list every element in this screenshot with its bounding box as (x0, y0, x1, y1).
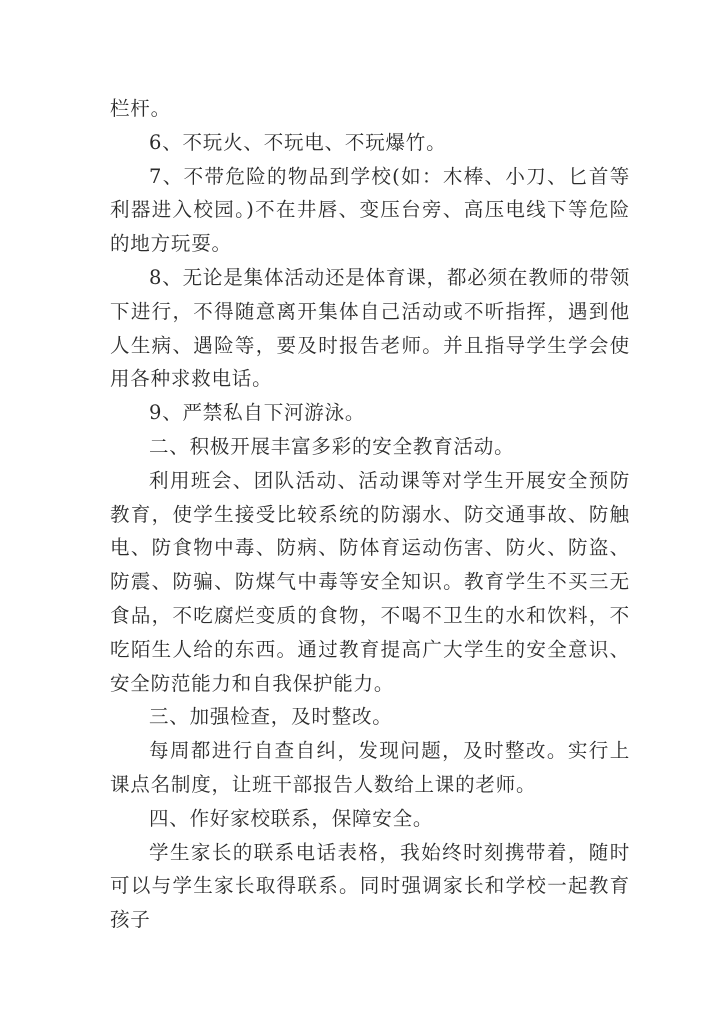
paragraph-safety-education: 利用班会、团队活动、活动课等对学生开展安全预防教育，使学生接受比较系统的防溺水、防交通事故、防触电、防食物中毒、防病、防体育运动伤害、防火、防盗、防震、防骗、防煤气中毒等安全知识。教育学生不买三无食品，不吃腐烂变质的食物，不喝不卫生的水和饮料，不吃陌生人给的东西。通过教育提高广大学生的安全意识、安全防范能力和自我保护能力。 (110, 468, 630, 695)
paragraph-home-school-contact: 学生家长的联系电话表格，我始终时刻携带着，随时可以与学生家长取得联系。同时强调家长和学校一起教育孩子 (110, 840, 630, 932)
paragraph-rule-8: 8、无论是集体活动还是体育课，都必须在教师的带领下进行，不得随意离开集体自己活动或不听指挥，遇到他人生病、遇险等，要及时报告老师。并且指导学生学会使用各种求救电话。 (110, 265, 630, 391)
paragraph-rule-7: 7、不带危险的物品到学校(如：木棒、小刀、匕首等利器进入校园。)不在井唇、变压台旁、高压电线下等危险的地方玩耍。 (110, 164, 630, 256)
paragraph-rule-9: 9、严禁私自下河游泳。 (149, 401, 366, 425)
paragraph-continuation: 栏杆。 (110, 97, 171, 120)
document-page (110, 92, 630, 937)
section-heading-2: 二、积极开展丰富多彩的安全教育活动。 (149, 434, 515, 458)
section-heading-4: 四、作好家校联系，保障安全。 (149, 806, 434, 830)
paragraph-rule-6: 6、不玩火、不玩电、不玩爆竹。 (149, 130, 447, 154)
paragraph-inspection: 每周都进行自查自纠，发现问题，及时整改。实行上课点名制度，让班干部报告人数给上课的老师。 (110, 739, 630, 796)
section-heading-3: 三、加强检查，及时整改。 (149, 705, 393, 729)
